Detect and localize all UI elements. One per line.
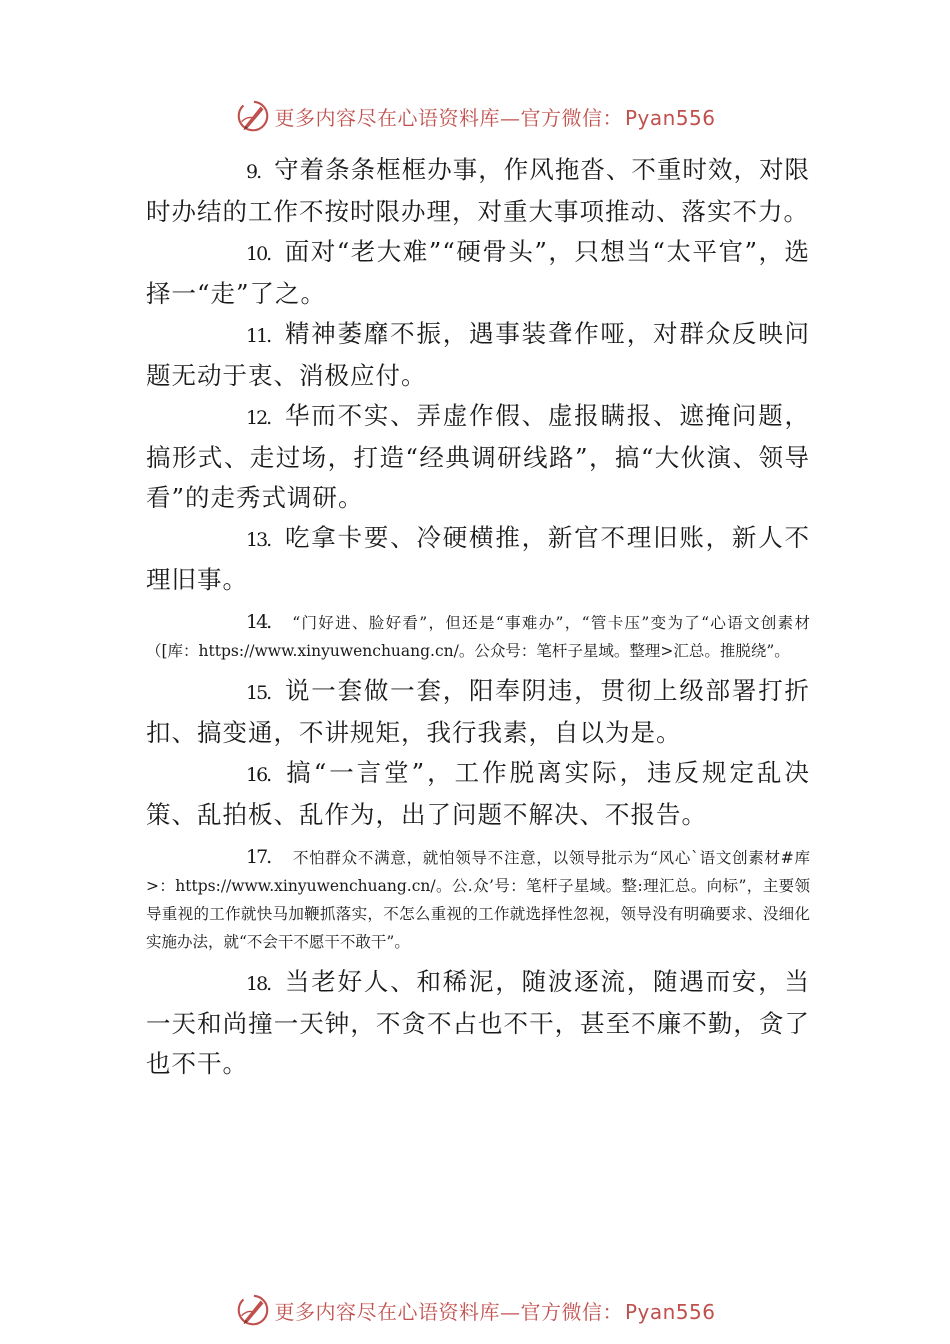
item-text: “门好进、脸好看”，但还是“事难办”，“管卡压”变为了“心语文创素材（[库：https://www.xinyuwenchuang.cn/。公众号：笔杆子星域。整理>汇总。推脱绕”。 [146, 614, 810, 660]
item-text: 吃拿卡要、冷硬横推，新官不理旧账，新人不理旧事。 [146, 523, 810, 594]
item-number: 10. [246, 243, 271, 265]
list-item-10 [146, 232, 810, 314]
item-number: 9. [246, 161, 261, 183]
document-body [146, 150, 810, 1084]
item-text: 华而不实、弄虚作假、虚报瞒报、遮掩问题，搞形式、走过场，打造“经典调研线路”，搞“大伙演、领导看”的走秀式调研。 [146, 401, 810, 512]
banner-text: 更多内容尽在心语资料库—官方微信： Pyan556 [274, 105, 716, 130]
item-number: 11. [246, 325, 271, 347]
list-item-9 [146, 150, 810, 232]
list-item-11 [146, 314, 810, 396]
list-item-13 [146, 518, 810, 600]
item-number: 15. [246, 682, 271, 704]
item-text: 说一套做一套，阳奉阴违，贯彻上级部署打折扣、搞变通，不讲规矩，我行我素，自以为是。 [146, 676, 810, 747]
item-number: 13. [246, 529, 271, 551]
wechat-id: Pyan556 [624, 1299, 716, 1324]
pen-logo-icon [234, 1291, 272, 1329]
list-item-16 [146, 753, 810, 835]
item-text: 不怕群众不满意，就怕领导不注意，以领导批示为“风心`语文创素材#库>：https://www.xinyuwenchuang.cn/。公.众’号：笔杆子星域。整:理汇总。向标”，主要领导重视的工作就快马加鞭抓落实，不怎么重视的工作就选择性忽视，领导没有明确要求、没细化实施办法，就“不会干不愿干不敢干”。 [146, 849, 810, 951]
item-text: 面对“老大难”“硬骨头”，只想当“太平官”，选择一“走”了之。 [146, 237, 810, 308]
wechat-id: Pyan556 [624, 105, 716, 130]
list-item-17 [146, 843, 810, 956]
header-banner [0, 96, 950, 136]
item-number: 14. [246, 611, 271, 633]
item-number: 16. [246, 764, 271, 786]
list-item-14 [146, 608, 810, 665]
footer-banner [0, 1290, 950, 1330]
pen-logo-icon [234, 97, 272, 135]
item-text: 精神萎靡不振，遇事装聋作哑，对群众反映问题无动于衷、消极应付。 [146, 319, 810, 390]
list-item-12 [146, 396, 810, 518]
item-text: 当老好人、和稀泥，随波逐流，随遇而安，当一天和尚撞一天钟，不贪不占也不干，甚至不廉不勤，贪了也不干。 [146, 967, 810, 1078]
list-item-15 [146, 671, 810, 753]
item-number: 17. [246, 846, 271, 868]
item-number: 18. [246, 973, 271, 995]
item-number: 12. [246, 407, 271, 429]
item-text: 搞“一言堂”，工作脱离实际，违反规定乱决策、乱拍板、乱作为，出了问题不解决、不报告。 [146, 758, 810, 829]
banner-text: 更多内容尽在心语资料库—官方微信： Pyan556 [274, 1299, 716, 1324]
list-item-18 [146, 962, 810, 1084]
item-text: 守着条条框框办事，作风拖沓、不重时效，对限时办结的工作不按时限办理，对重大事项推动、落实不力。 [146, 155, 810, 226]
